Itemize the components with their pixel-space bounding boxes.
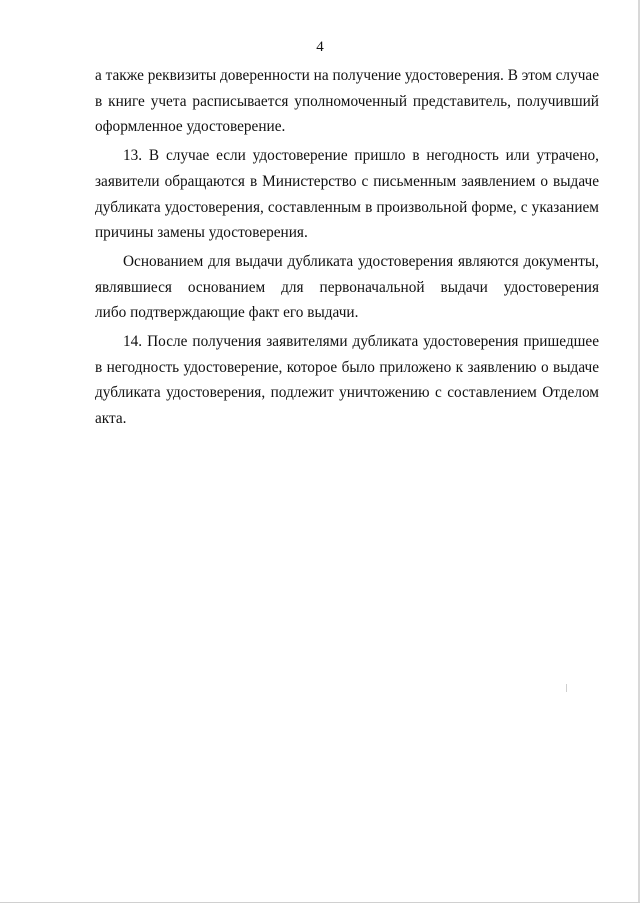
text-line: в негодность удостоверение, которое было приложено к заявлению о выдаче <box>95 358 599 376</box>
paragraph-duplicate-basis <box>95 249 599 326</box>
text-line: в книге учета расписывается уполномоченный представитель, получивший <box>95 92 599 110</box>
text-line: заявители обращаются в Министерство с письменным заявлением о выдаче <box>95 172 599 190</box>
scan-artifact <box>566 684 567 692</box>
text-line: 14. После получения заявителями дубликата удостоверения пришедшее <box>123 333 599 351</box>
text-line: Основанием для выдачи дубликата удостоверения являются документы, <box>123 252 599 270</box>
text-line: являвшиеся основанием для первоначальной выдачи удостоверения <box>95 278 599 296</box>
text-line: дубликата удостоверения, составленным в произвольной форме, с указанием <box>95 198 599 216</box>
paragraph-item-14 <box>95 329 599 432</box>
document-body <box>95 63 599 435</box>
text-line: оформленное удостоверение. <box>95 118 286 136</box>
text-line: акта. <box>95 410 127 428</box>
text-line: либо подтверждающие факт его выдачи. <box>95 304 359 322</box>
text-line: причины замены удостоверения. <box>95 224 308 242</box>
page-number: 4 <box>316 39 324 55</box>
text-line: а также реквизиты доверенности на получение удостоверения. В этом случае <box>95 67 599 84</box>
text-line: 13. В случае если удостоверение пришло в негодность или утрачено, <box>123 147 599 165</box>
paragraph-item-13 <box>95 143 599 246</box>
paragraph-continuation <box>95 63 599 140</box>
text-line: дубликата удостоверения, подлежит уничтожению с составлением Отделом <box>95 384 599 402</box>
